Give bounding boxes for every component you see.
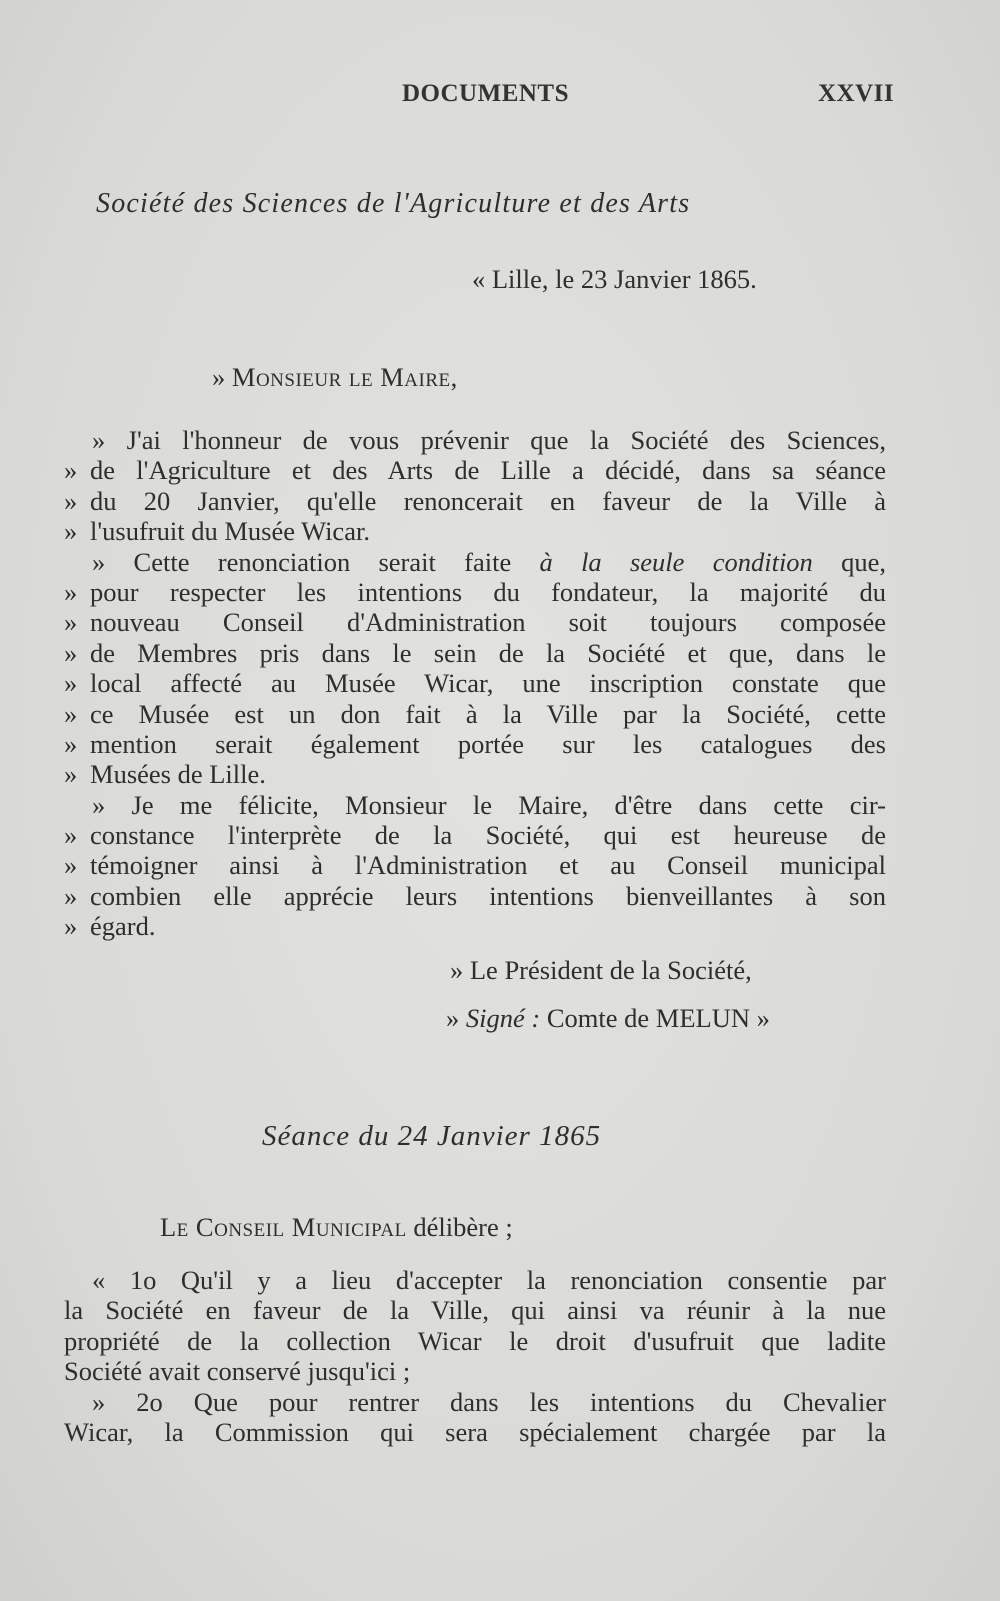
letter-line: » local affecté au Musée Wicar, une inscription constate que: [64, 668, 886, 699]
signature-line: » Signé : Comte de MELUN »: [446, 1003, 770, 1033]
letter-line: » de l'Agriculture et des Arts de Lille a décidé, dans sa séance: [64, 455, 886, 486]
salutation-text: Monsieur le Maire,: [231, 362, 458, 392]
deliberation-line: Société avait conservé jusqu'ici ;: [64, 1356, 411, 1387]
letter-line: » Je me félicite, Monsieur le Maire, d'être dans cette cir-: [92, 789, 886, 820]
letter-line: » l'usufruit du Musée Wicar.: [64, 516, 370, 547]
conseil-line: Le Conseil Municipal délibère ;: [160, 1212, 513, 1242]
letter-line: » du 20 Janvier, qu'elle renoncerait en faveur de la Ville à: [64, 485, 886, 516]
society-heading: Société des Sciences de l'Agriculture et des Arts: [96, 188, 691, 219]
deliberation-line: « 1o Qu'il y a lieu d'accepter la renonciation consentie par: [92, 1265, 886, 1295]
deliberation-line: la Société en faveur de la Ville, qui ainsi va réunir à la nue: [64, 1295, 886, 1326]
salutation: [212, 362, 458, 392]
deliberation-line: propriété de la collection Wicar le droit d'usufruit que ladite: [64, 1325, 886, 1356]
letter-line: » combien elle apprécie leurs intentions bienveillantes à son: [64, 880, 886, 911]
signatory-name: Comte de MELUN »: [540, 1003, 770, 1033]
seance-heading: Séance du 24 Janvier 1865: [262, 1120, 602, 1152]
letter-line: » témoigner ainsi à l'Administration et au Conseil municipal: [64, 850, 886, 881]
page-number: XXVII: [818, 80, 895, 107]
letter-line: » de Membres pris dans le sein de la Société et que, dans le: [64, 637, 886, 668]
letter-line: » pour respecter les intentions du fondateur, la majorité du: [64, 576, 886, 607]
deliberation-line: » 2o Que pour rentrer dans les intentions du Chevalier: [92, 1386, 886, 1417]
emphasis-condition: à la seule condition: [539, 546, 813, 577]
letter-line: » nouveau Conseil d'Administration soit toujours composée: [64, 607, 886, 638]
letter-line: » Musées de Lille.: [64, 759, 266, 790]
letter-line: » ce Musée est un don fait à la Ville par la Société, cette: [64, 698, 886, 729]
letter-line: » mention serait également portée sur les catalogues des: [64, 728, 886, 759]
running-header-title: DOCUMENTS: [402, 80, 570, 107]
letter-line: » égard.: [64, 911, 156, 942]
letter-line: » Cette renonciation serait faite à la seule condition que,: [92, 546, 886, 577]
date-line: « Lille, le 23 Janvier 1865.: [472, 264, 757, 294]
letter-line: » constance l'interprète de la Société, qui est heureuse de: [64, 820, 886, 851]
letter-line: » J'ai l'honneur de vous prévenir que la Société des Sciences,: [92, 425, 886, 455]
conseil-label: Le Conseil Municipal: [160, 1212, 407, 1242]
deliberation-line: Wicar, la Commission qui sera spécialement chargée par la: [64, 1416, 886, 1447]
letter-body: [64, 425, 886, 942]
signe-label: Signé :: [465, 1003, 541, 1033]
deliberation-body: [64, 1265, 886, 1447]
salutation-prefix: »: [212, 362, 232, 392]
signature-title: » Le Président de la Société,: [450, 955, 752, 985]
